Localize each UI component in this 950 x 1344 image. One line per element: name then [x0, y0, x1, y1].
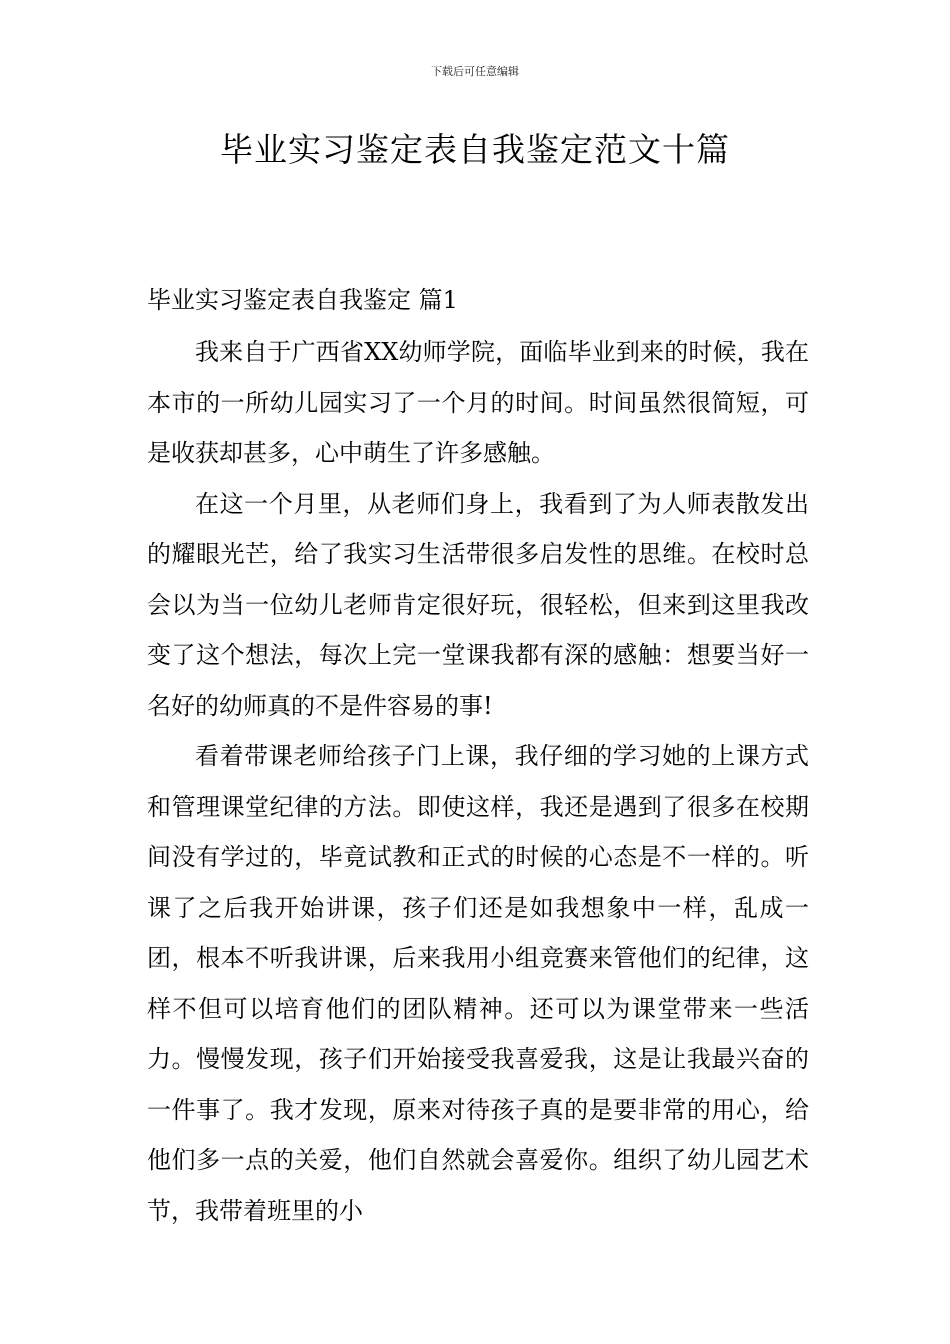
- body-text: [147, 327, 809, 1236]
- paragraph: 在这一个月里，从老师们身上，我看到了为人师表散发出的耀眼光芒，给了我实习生活带很多启发性的思维。在校时总会以为当一位幼儿老师肯定很好玩，很轻松，但来到这里我改变了这个想法，每次上完一堂课我都有深的感触：想要当好一名好的幼师真的不是件容易的事!: [147, 489, 809, 720]
- section-heading: 毕业实习鉴定表自我鉴定 篇1: [147, 286, 458, 314]
- paragraph: 看着带课老师给孩子门上课，我仔细的学习她的上课方式和管理课堂纪律的方法。即使这样，我还是遇到了很多在校期间没有学过的，毕竟试教和正式的时候的心态是不一样的。听课了之后我开始讲课，孩子们还是如我想象中一样，乱成一团，根本不听我讲课，后来我用小组竞赛来管他们的纪律，这样不但可以培育他们的团队精神。还可以为课堂带来一些活力。慢慢发现，孩子们开始接受我喜爱我，这是让我最兴奋的一件事了。我才发现，原来对待孩子真的是要非常的用心，给他们多一点的关爱，他们自然就会喜爱你。组织了幼儿园艺术节，我带着班里的小: [147, 742, 809, 1225]
- paragraph: 我来自于广西省XX幼师学院，面临毕业到来的时候，我在本市的一所幼儿园实习了一个月的时间。时间虽然很简短，可是收获却甚多，心中萌生了许多感触。: [147, 338, 809, 467]
- document-title: 毕业实习鉴定表自我鉴定范文十篇: [220, 130, 730, 169]
- header-note: 下载后可任意编辑: [431, 65, 519, 78]
